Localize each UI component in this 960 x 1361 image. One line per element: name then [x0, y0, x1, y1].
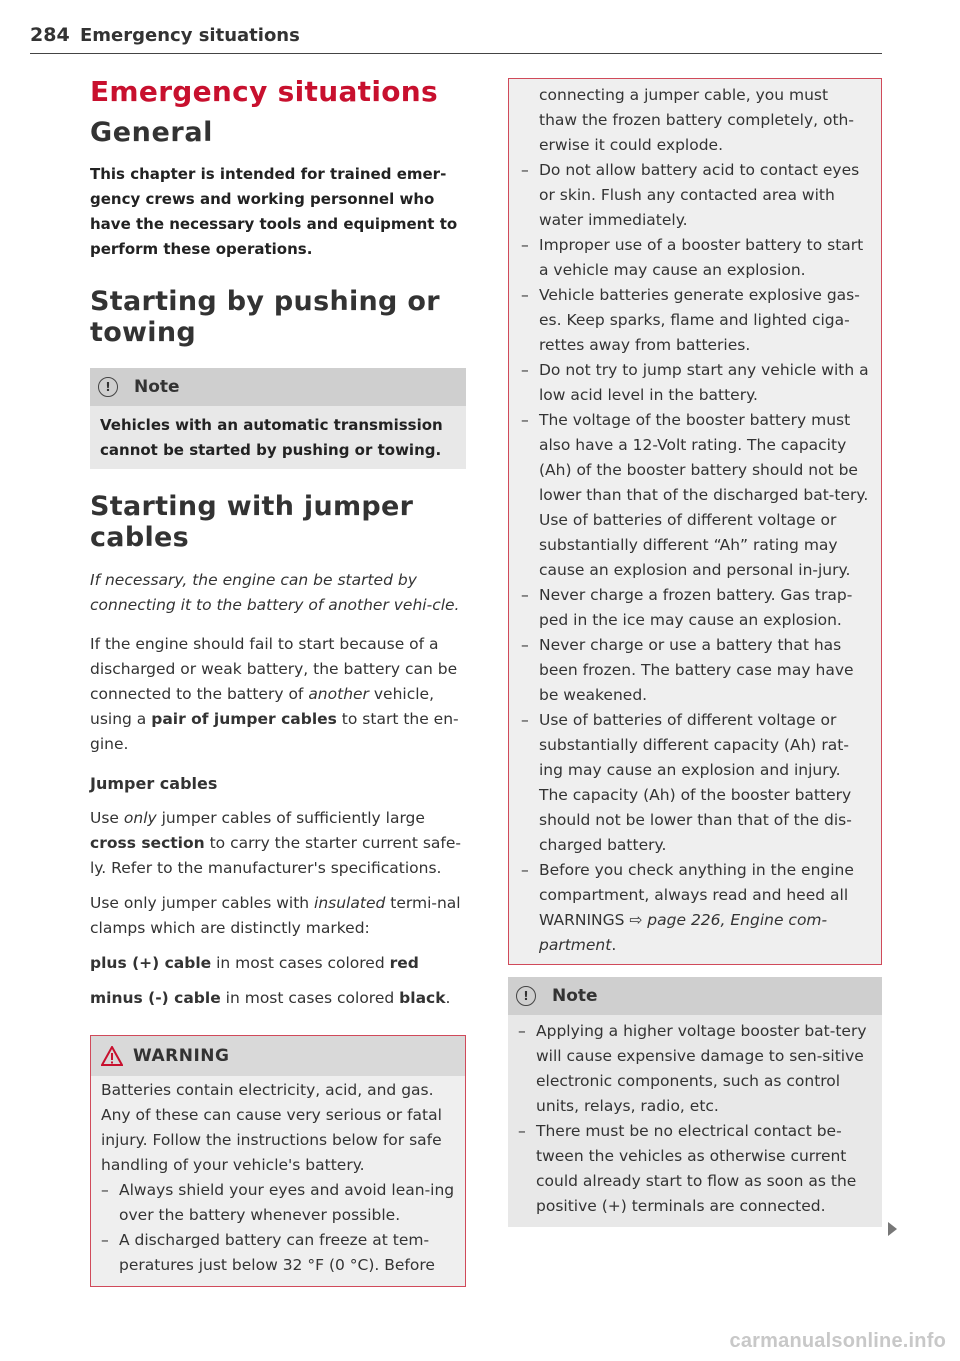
text-strong: red	[389, 954, 419, 972]
jumper-heading: Starting with jumper cables	[90, 491, 414, 553]
info-circle-icon: !	[516, 986, 536, 1006]
page-reference-link[interactable]: ⇨ page 226, Engine com-partment	[539, 911, 828, 954]
note-body: Vehicles with an automatic transmission cannot be started by pushing or towing.	[100, 416, 443, 459]
text-run: .	[611, 936, 617, 954]
list-item: – Do not allow battery acid to contact eyes or skin. Flush any contacted area with water immediately.	[521, 158, 869, 233]
page-header	[30, 24, 882, 54]
text-emphasis: another	[308, 685, 369, 703]
list-item: – Do not try to jump start any vehicle with a low acid level in the battery.	[521, 358, 869, 408]
list-item: – Never charge a frozen battery. Gas trap-ped in the ice may cause an explosion.	[521, 583, 869, 633]
text-run: .	[445, 989, 451, 1007]
list-item: – A discharged battery can freeze at tem-peratures just below 32 °F (0 °C). Before	[101, 1228, 455, 1278]
text-strong: cross section	[90, 834, 205, 852]
list-item: – The voltage of the booster battery must also have a 12-Volt rating. The capacity (Ah) of the booster battery should not be lower than that of the discharged bat-tery. Use of batteries of different voltage or substantially different “Ah” rating may cause an explosion and personal in-jury.	[521, 408, 869, 583]
jumper-intro: If necessary, the engine can be started by connecting it to the battery of another vehi-cle.	[90, 571, 460, 614]
list-item	[521, 858, 869, 958]
jumper-subheading: Jumper cables	[90, 774, 218, 793]
note-header	[90, 368, 466, 406]
right-column	[508, 78, 882, 1227]
text-strong: minus (-) cable	[90, 989, 221, 1007]
note-box-voltage	[508, 977, 882, 1227]
paragraph-cross-section	[90, 806, 466, 881]
warning-text: Batteries contain electricity, acid, and gas. Any of these can cause very serious or fatal injury. Follow the instructions below for safe handling of your vehicle's battery.	[101, 1081, 442, 1174]
warning-box	[90, 1035, 466, 1287]
text-strong: plus (+) cable	[90, 954, 212, 972]
paragraph-discharged-battery	[90, 632, 466, 757]
text-run: Use only jumper cables with	[90, 894, 315, 912]
text-run: to start the en-gine.	[90, 710, 459, 753]
text-run: in most cases colored	[220, 989, 400, 1007]
list-item: – Applying a higher voltage booster bat-tery will cause expensive damage to sen-sitive electronic components, such as control units, relays, radio, etc.	[518, 1019, 872, 1119]
page-number: 284	[30, 24, 70, 46]
general-heading: General	[90, 117, 213, 148]
text-emphasis: insulated	[314, 894, 386, 912]
list-item: – Always shield your eyes and avoid lean-ing over the battery whenever possible.	[101, 1178, 455, 1228]
list-item: – Improper use of a booster battery to start a vehicle may cause an explosion.	[521, 233, 869, 283]
note-title: Note	[552, 986, 598, 1006]
text-run: Use	[90, 809, 124, 827]
text-strong: black	[399, 989, 446, 1007]
header-section-title: Emergency situations	[80, 25, 300, 46]
text-strong: pair of jumper cables	[151, 710, 337, 728]
continue-arrow-icon	[888, 1222, 897, 1236]
left-column	[90, 72, 466, 1287]
minus-cable-line	[90, 986, 466, 1011]
list-item: – Vehicle batteries generate explosive gas-es. Keep sparks, flame and lighted ciga-rettes away from batteries.	[521, 283, 869, 358]
warning-list-continued	[521, 158, 869, 958]
push-heading: Starting by pushing or towing	[90, 286, 440, 348]
list-item: – Use of batteries of different voltage or substantially different capacity (Ah) rat-ing may cause an explosion and injury. The capacity (Ah) of the booster battery should not be lower than that of the dis-charged battery.	[521, 708, 869, 858]
general-intro: This chapter is intended for trained emer-gency crews and working personnel who have the necessary tools and equipment to perform these operations.	[90, 165, 458, 258]
plus-cable-line	[90, 951, 466, 976]
note-title: Note	[134, 377, 180, 397]
warning-box-continued	[508, 78, 882, 965]
text-run: in most cases colored	[211, 954, 390, 972]
text-run: jumper cables of sufficiently large	[156, 809, 425, 827]
text-run: vehicle, using a	[90, 685, 434, 728]
note-box-push	[90, 368, 466, 469]
text-emphasis: only	[123, 809, 157, 827]
warning-list	[101, 1178, 455, 1278]
list-item: – Never charge or use a battery that has been frozen. The battery case may have be weakened.	[521, 633, 869, 708]
list-item: – There must be no electrical contact be-tween the vehicles as otherwise current could already start to flow as soon as the positive (+) terminals are connected.	[518, 1119, 872, 1219]
info-circle-icon: !	[98, 377, 118, 397]
warning-body	[91, 1076, 465, 1286]
text-run: to carry the starter current safe-ly. Refer to the manufacturer's specifications.	[90, 834, 461, 877]
watermark-logo: carmanualsonline.info	[729, 1330, 946, 1352]
paragraph-insulated	[90, 891, 466, 941]
text-run: If the engine should fail to start because of a discharged or weak battery, the battery can be connected to the battery of	[90, 635, 458, 703]
text-run: Before you check anything in the engine compartment, always read and heed all WARNINGS	[539, 861, 854, 929]
text-run: termi-nal clamps which are distinctly marked:	[90, 894, 461, 937]
warning-continued-text: connecting a jumper cable, you must thaw the frozen battery completely, oth-erwise it could explode.	[539, 86, 854, 154]
note-header	[508, 977, 882, 1015]
warning-header	[91, 1036, 465, 1076]
note-list	[508, 1015, 882, 1227]
chapter-title: Emergency situations	[90, 75, 438, 108]
warning-title: WARNING	[133, 1046, 230, 1066]
warning-triangle-icon	[101, 1046, 123, 1066]
